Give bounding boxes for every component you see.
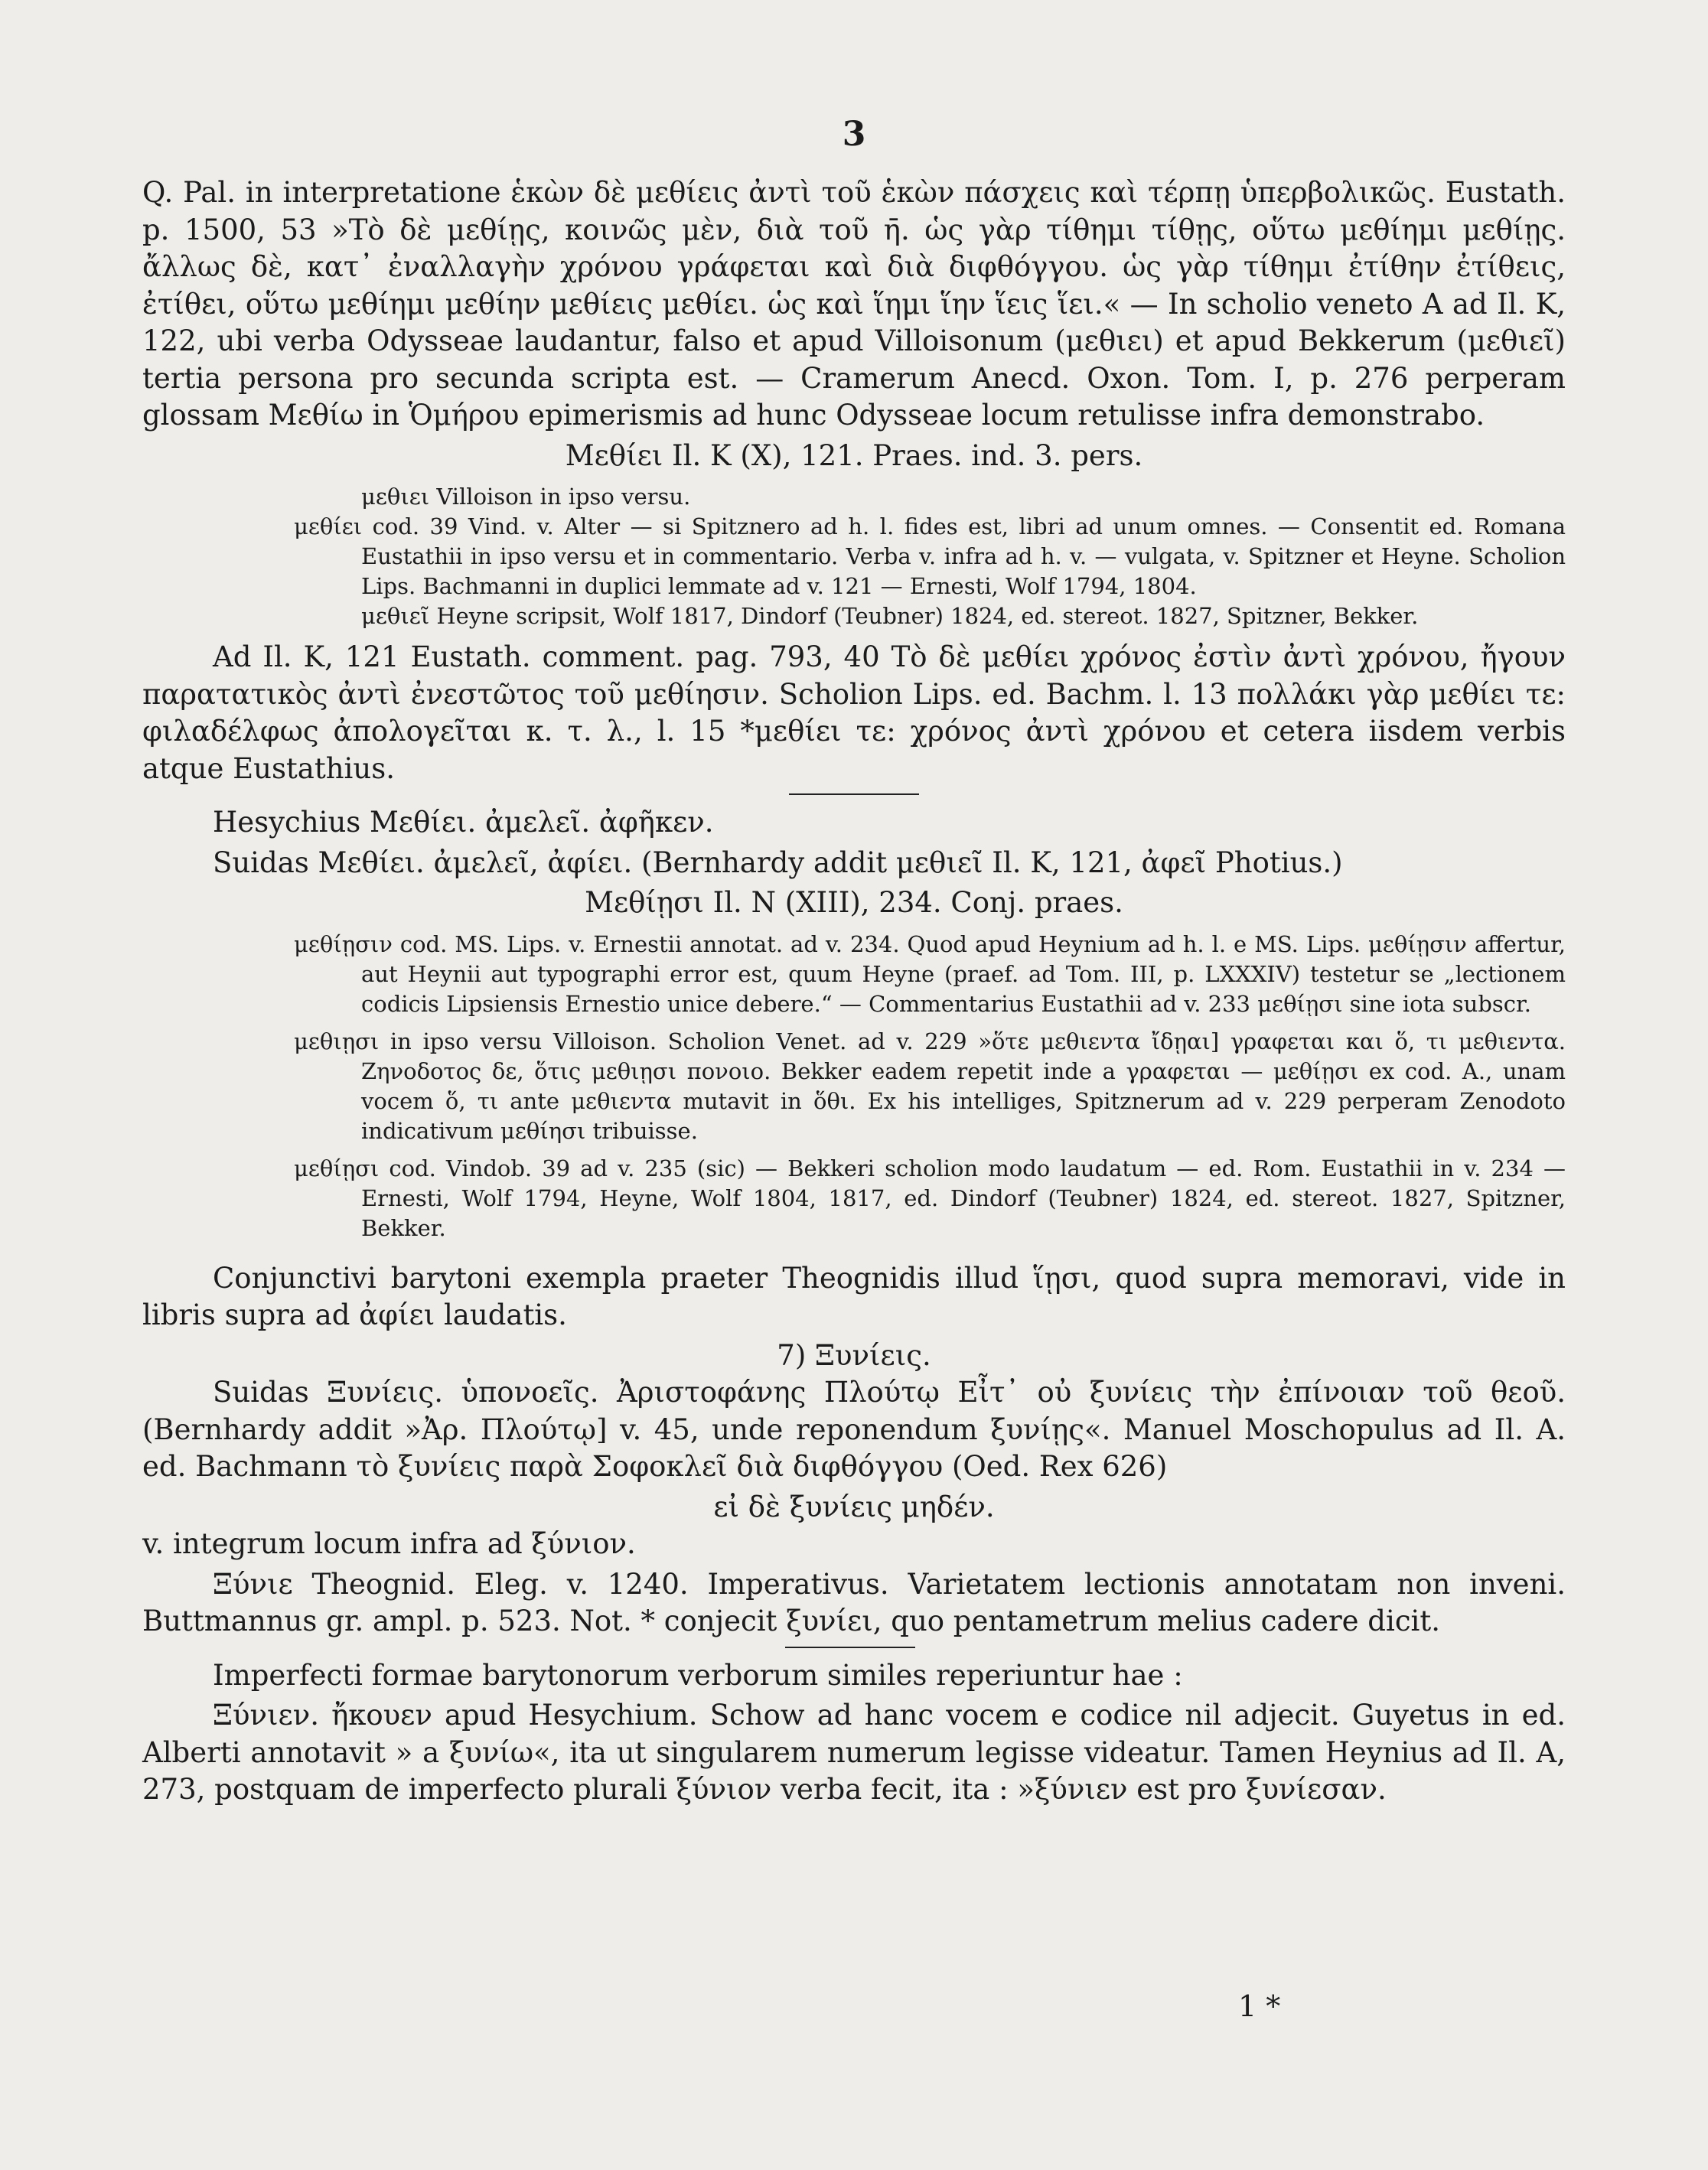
heading-xynieis: 7) Ξυνίεις.	[777, 1338, 931, 1372]
paragraph-hesychius: Hesychius Μεθίει. ἀμελεῖ. ἀφῆκεν.	[213, 806, 714, 839]
variant-lips: μεθίῃσιν cod. MS. Lips. v. Ernestii annotat. ad v. 234. Quod apud Heynium ad h. l. e MS. Lips. μεθίῃσιν affertur, aut Heynii aut typographi error est, quum Heyne (praef. ad Tom. III, p. LXXXIV) testetur se „lectionem codicis Lipsiensis Ernestio unice debere.“ — Commentarius Eustathii ad v. 233 μεθίῃσι sine iota subscr.	[294, 930, 1566, 1017]
paragraph-scholion-note: Q. Pal. in interpretatione ἑκὼν δὲ μεθίεις ἀντὶ τοῦ ἑκὼν πάσχεις καὶ τέρπῃ ὑπερβολικῶς. Eustath. p. 1500, 53 »Τὸ δὲ μεθίῃς, κοινῶς μὲν, διὰ τοῦ η̄. ὡς γὰρ τίθημι τίθῃς, οὕτω μεθίημι μεθίῃς. ἄλλως δὲ, κατ᾽ ἐναλλαγὴν χρόνου γράφεται καὶ διὰ διφθόγγου. ὡς γὰρ τίθημι ἐτίθην ἐτίθεις, ἐτίθει, οὕτω μεθίημι μεθίην μεθίεις μεθίει. ὡς καὶ ἵημι ἵην ἵεις ἵει.« — In scholio veneto A ad Il. K, 122, ubi verba Odysseae laudantur, falso et apud Villoisonum (μεθιει) et apud Bekkerum (μεθιεῖ) tertia persona pro secunda scripta est. — Cramerum Anecd. Oxon. Tom. I, p. 276 perperam glossam Μεθίω in Ὁμήρου epimerismis ad hunc Odysseae locum retulisse infra demonstrabo.	[142, 176, 1566, 432]
paragraph-integrum: v. integrum locum infra ad ξύνιον.	[142, 1527, 636, 1560]
paragraph-xynien: Ξύνιεν. ἤκουεν apud Hesychium. Schow ad hanc vocem e codice nil adjecit. Guyetus in ed. Alberti annotavit » a ξυνίω«, ita ut singularem numerum legisse videatur. Tamen Heynius ad Il. A, 273, postquam de imperfecto plurali ξύνιον verba fecit, ita : »ξύνιεν est pro ξυνίεσαν.	[142, 1699, 1566, 1806]
variant-vind: μεθίει cod. 39 Vind. v. Alter — si Spitznero ad h. l. fides est, libri ad unum omnes. — Consentit ed. Romana Eustathii in ipso versu et in commentario. Verba v. infra ad h. v. — vulgata, v. Spitzner et Heyne. Scholion Lips. Bachmanni in duplici lemmate ad v. 121 — Ernesti, Wolf 1794, 1804.	[294, 513, 1566, 599]
section-divider	[789, 793, 919, 795]
variant-vindob: μεθίῃσι cod. Vindob. 39 ad v. 235 (sic) — Bekkeri scholion modo laudatum — ed. Rom. Eustathii in v. 234 — Ernesti, Wolf 1794, Heyne, Wolf 1804, 1817, ed. Dindorf (Teubner) 1824, ed. stereot. 1827, Spitzner, Bekker.	[294, 1155, 1566, 1241]
variant-venet: μεθιῃσι in ipso versu Villoison. Scholion Venet. ad v. 229 »ὅτε μεθιεντα ἴδῃαι] γραφεται και ὅ, τι μεθιεντα. Ζηνοδοτος δε, ὅτις μεθιῃσι πονοιο. Bekker eadem repetit inde a γραφεται — μεθίῃσι ex cod. A., unam vocem ὅ, τι ante μεθιεντα mutavit in ὅθι. Ex his intelliges, Spitznerum ad v. 229 perperam Zenodoto indicativum μεθίησι tribuisse.	[294, 1028, 1566, 1144]
section-divider-2	[785, 1647, 915, 1648]
variant-villoison: μεθιει Villoison in ipso versu.	[361, 484, 691, 510]
paragraph-suidas-xynieis: Suidas Ξυνίεις. ὑπονοεῖς. Ἀριστοφάνης Πλούτῳ Εἶτ᾽ οὐ ξυνίεις τὴν ἐπίνοιαν τοῦ θεοῦ. (Bernhardy addit »Ἀρ. Πλούτῳ] v. 45, unde reponendum ξυνίῃς«. Manuel Moschopulus ad Il. A. ed. Bachmann τὸ ξυνίεις παρὰ Σοφοκλεῖ διὰ διφθόγγου (Oed. Rex 626)	[142, 1376, 1566, 1483]
signature-mark: 1 *	[1238, 1989, 1281, 2023]
page-number: 3	[842, 115, 866, 154]
paragraph-conjunctivi: Conjunctivi barytoni exempla praeter Theognidis illud ἵῃσι, quod supra memoravi, vide in libris supra ad ἀφίει laudatis.	[142, 1261, 1566, 1331]
paragraph-suidas: Suidas Μεθίει. ἀμελεῖ, ἀφίει. (Bernhardy addit μεθιεῖ Il. K, 121, ἀφεῖ Photius.)	[213, 846, 1343, 879]
paragraph-eustathius: Ad Il. K, 121 Eustath. comment. pag. 793, 40 Τὸ δὲ μεθίει χρόνος ἐστὶν ἀντὶ χρόνου, ἤγουν παρατατικὸς ἀντὶ ἐνεστῶτος τοῦ μεθίησιν. Scholion Lips. ed. Bachm. l. 13 πολλάκι γὰρ μεθίει τε: φιλαδέλφως ἀπολογεῖται κ. τ. λ., l. 15 *μεθίει τε: χρόνος ἀντὶ χρόνου et cetera iisdem verbis atque Eustathius.	[142, 640, 1566, 785]
paragraph-xynie: Ξύνιε Theognid. Eleg. v. 1240. Imperativus. Varietatem lectionis annotatam non inveni. Buttmannus gr. ampl. p. 523. Not. * conjecit ξυνίει, quo pentametrum melius cadere dicit.	[142, 1567, 1566, 1637]
heading-methiesi: Μεθίῃσι Il. N (XIII), 234. Conj. praes.	[585, 886, 1123, 919]
quote-line: εἰ δὲ ξυνίεις μηδέν.	[713, 1490, 995, 1523]
page-body	[142, 174, 1566, 1812]
paragraph-imperfecti: Imperfecti formae barytonorum verborum similes reperiuntur hae :	[213, 1658, 1183, 1692]
heading-methiei: Μεθίει Il. K (X), 121. Praes. ind. 3. pers.	[565, 438, 1143, 472]
variant-heyne: μεθιεῖ Heyne scripsit, Wolf 1817, Dindorf (Teubner) 1824, ed. stereot. 1827, Spitzner, Bekker.	[361, 603, 1419, 629]
